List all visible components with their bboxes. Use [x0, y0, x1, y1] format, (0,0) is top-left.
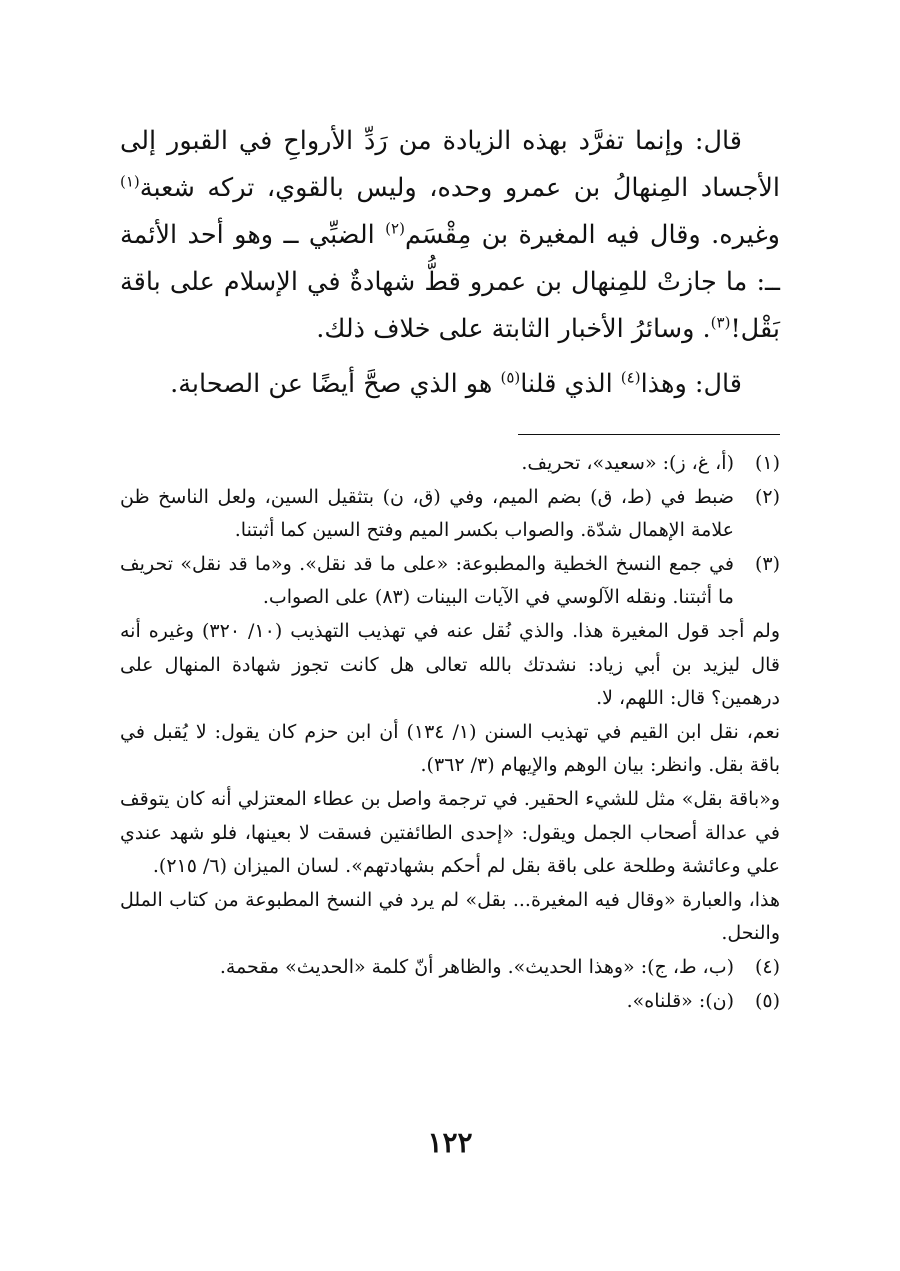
footnote-number: (٤): [754, 955, 780, 978]
footnote-ref-5: (٥): [500, 368, 521, 387]
page-body: [120, 118, 780, 1018]
footnote-3-continuation: هذا، والعبارة «وقال فيه المغيرة... بقل» لم يرد في النسخ المطبوعة من كتاب الملل والنحل.: [120, 888, 780, 945]
footnote-separator: [518, 434, 780, 435]
footnote-ref-2: (٢): [385, 219, 405, 238]
footnote-text: (ب، ط، ج): «وهذا الحديث». والظاهر أنّ كلمة «الحديث» مقحمة.: [219, 955, 734, 978]
paragraph-2-part-3: هو الذي صحَّ أيضًا عن الصحابة.: [170, 369, 501, 399]
footnote-1: [120, 447, 780, 481]
footnote-3-continuation: ولم أجد قول المغيرة هذا. والذي نُقل عنه في تهذيب التهذيب (١٠/ ٣٢٠) وغيره أنه قال ليزيد بن أبي زياد: نشدتك بالله تعالى هل كانت تجوز شهادة المنهال على درهمين؟ قال: اللهم، لا.: [120, 619, 780, 710]
paragraph-1-part-1: قال: وإنما تفرَّد بهذه الزيادة من رَدِّ الأرواحِ في القبور إلى الأجساد المِنهالُ بن عمرو وحده، وليس بالقوي، تركه شعبة: [120, 126, 780, 203]
footnote-number: (٥): [754, 989, 780, 1012]
footnote-ref-3: (٣): [710, 313, 731, 332]
footnote-text: في جمع النسخ الخطية والمطبوعة: «على ما قد نقل». و«ما قد نقل» تحريف ما أثبتنا. ونقله الآلوسي في الآيات البينات (٨٣) على الصواب.: [120, 552, 734, 609]
footnote-ref-1: (١): [120, 172, 140, 191]
footnote-3-continuation: و«باقة بقل» مثل للشيء الحقير. في ترجمة واصل بن عطاء المعتزلي أنه كان يتوقف في عدالة أصحاب الجمل ويقول: «إحدى الطائفتين فسقت لا بعينها، فلو شهد عندي علي وعائشة وطلحة على باقة بقل لم أحكم بشهادتهم». لسان الميزان (٦/ ٢١٥).: [120, 787, 780, 878]
paragraph-1-part-2: وغيره. وقال فيه المغيرة بن مِقْسَم: [404, 220, 780, 250]
paragraph-1: [120, 118, 780, 353]
footnote-2: [120, 481, 780, 548]
footnote-3: [120, 548, 780, 615]
footnote-text: ضبط في (ط، ق) بضم الميم، وفي (ق، ن) بتثقيل السين، ولعل الناسخ ظن علامة الإهمال شدّة. والصواب بكسر الميم وفتح السين كما أثبتنا.: [120, 485, 734, 542]
paragraph-1-part-3: الضبِّي ــ وهو أحد الأئمة ــ: ما جازتْ للمِنهال بن عمرو قطُّ شهادةٌ في الإسلام على باقة بَقْل!: [120, 220, 780, 344]
paragraph-1-part-4: . وسائرُ الأخبار الثابتة على خلاف ذلك.: [316, 314, 711, 344]
footnote-5: [120, 985, 780, 1019]
page-number: ١٢٢: [427, 1126, 473, 1159]
footnote-text: (أ، غ، ز): «سعيد»، تحريف.: [521, 452, 734, 474]
paragraph-2-part-1: قال: وهذا: [640, 369, 742, 399]
footnote-4: [120, 951, 780, 985]
footnote-text: (ن): «قلناه».: [626, 989, 734, 1012]
paragraph-2: [120, 361, 780, 408]
footnote-3-continuation: نعم، نقل ابن القيم في تهذيب السنن (١/ ١٣٤) أن ابن حزم كان يقول: لا يُقبل في باقة بقل. وانظر: بيان الوهم والإيهام (٣/ ٣٦٢).: [120, 720, 780, 777]
footnote-number: (٣): [754, 552, 780, 575]
paragraph-2-part-2: الذي قلنا: [520, 369, 621, 399]
footnotes: [120, 447, 780, 1018]
footnote-number: (١): [754, 452, 780, 474]
main-text: [120, 118, 780, 408]
footnote-number: (٢): [754, 485, 780, 508]
footnote-ref-4: (٤): [620, 368, 641, 387]
